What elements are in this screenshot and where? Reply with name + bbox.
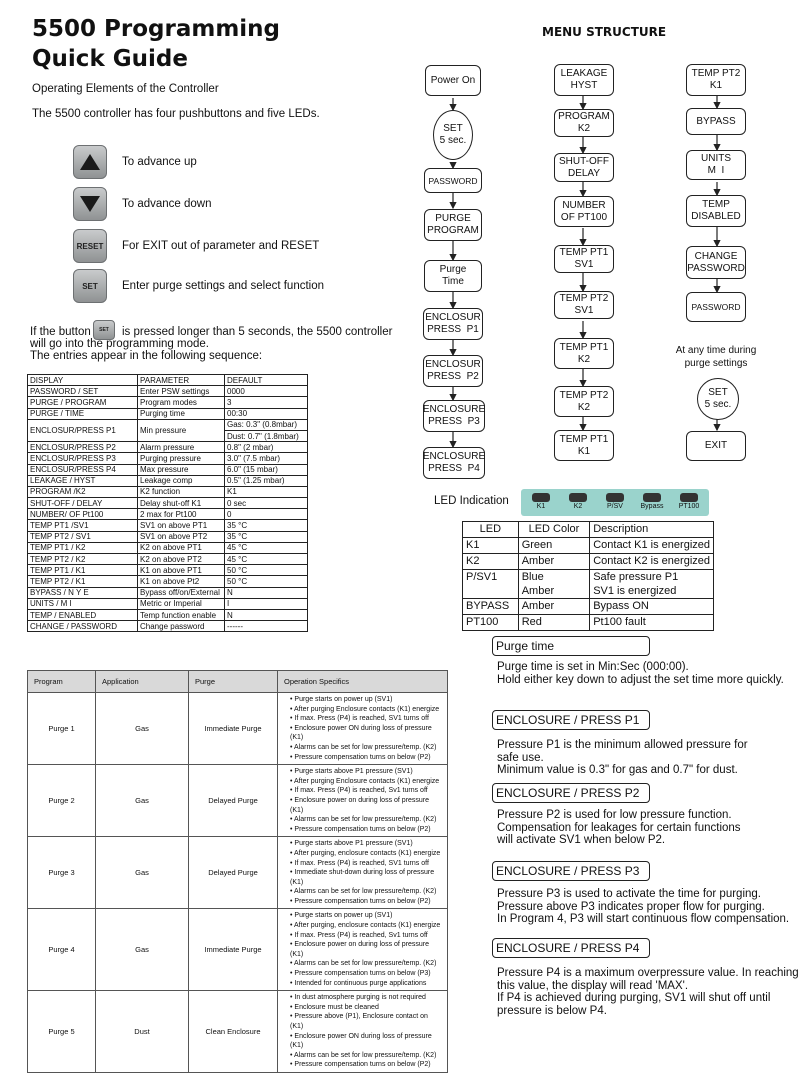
table-row bbox=[28, 609, 308, 620]
table-cell: 45 °C bbox=[225, 554, 308, 565]
reset-icon bbox=[73, 229, 107, 263]
program-purge: Delayed Purge bbox=[189, 837, 278, 909]
table-cell: ENCLOSUR/PRESS P4 bbox=[28, 464, 138, 475]
list-item: • Pressure compensation turns on below (P2) bbox=[290, 825, 443, 835]
table-header-cell: LED Color bbox=[518, 522, 590, 538]
set-icon-small bbox=[93, 320, 115, 340]
table-cell: K2 bbox=[463, 554, 519, 570]
table-cell: 45 °C bbox=[225, 542, 308, 553]
led-indicator bbox=[563, 493, 593, 510]
program-name: Purge 3 bbox=[28, 837, 96, 909]
table-row bbox=[28, 542, 308, 553]
section-text: If P4 is achieved during purging, SV1 will shut off until bbox=[497, 992, 771, 1004]
table-cell: 6.0" (15 mbar) bbox=[225, 464, 308, 475]
menu-node: Purge Time bbox=[424, 260, 482, 292]
table-cell: ENCLOSUR/PRESS P2 bbox=[28, 442, 138, 453]
specs-list bbox=[282, 839, 443, 906]
table-cell: TEMP PT2 / K2 bbox=[28, 554, 138, 565]
led-icon bbox=[569, 493, 587, 502]
menu-node: ENCLOSURE PRESS P3 bbox=[423, 400, 485, 432]
section-text: Minimum value is 0.3" for gas and 0.7" for dust. bbox=[497, 764, 738, 776]
menu-node: EXIT bbox=[686, 431, 746, 461]
led-strip bbox=[521, 489, 709, 516]
program-purge: Immediate Purge bbox=[189, 909, 278, 991]
section-title: ENCLOSURE / PRESS P4 bbox=[492, 938, 650, 958]
table-row bbox=[28, 576, 308, 587]
program-name: Purge 5 bbox=[28, 991, 96, 1073]
menu-node: UNITS M I bbox=[686, 150, 746, 180]
led-heading: LED Indication bbox=[434, 495, 509, 507]
led-indicator bbox=[674, 493, 704, 510]
menu-node: PURGE PROGRAM bbox=[424, 209, 482, 241]
table-cell: Program modes bbox=[138, 397, 225, 408]
table-row bbox=[463, 615, 714, 631]
list-item: • If max. Press (P4) is reached, Sv1 turns off bbox=[290, 786, 443, 796]
table-header-cell: LED bbox=[463, 522, 519, 538]
table-cell: Enter PSW settings bbox=[138, 386, 225, 397]
list-item: • After purging, enclosure contacts (K1) energize bbox=[290, 849, 443, 859]
list-item: • Enclosure power on during loss of pressure (K1) bbox=[290, 796, 443, 815]
table-cell: K1 bbox=[225, 486, 308, 497]
menu-node: CHANGE PASSWORD bbox=[686, 246, 746, 279]
table-cell: Dust: 0.7" (1.8mbar) bbox=[225, 430, 308, 441]
list-item: • Pressure compensation turns on below (P2) bbox=[290, 897, 443, 907]
led-icon bbox=[680, 493, 698, 502]
table-cell: TEMP PT1 / K2 bbox=[28, 542, 138, 553]
table-row bbox=[28, 598, 308, 609]
section-title: Purge time bbox=[492, 636, 650, 656]
program-table bbox=[27, 670, 448, 1073]
note-text-b: is pressed longer than 5 seconds, the 5500 controller bbox=[122, 326, 393, 338]
list-item: • Pressure compensation turns on below (P2) bbox=[290, 753, 443, 763]
section-title: ENCLOSURE / PRESS P1 bbox=[492, 710, 650, 730]
menu-node: BYPASS bbox=[686, 108, 746, 135]
led-label: K1 bbox=[536, 503, 546, 510]
table-header-row bbox=[28, 671, 448, 693]
table-cell: K2 on above PT2 bbox=[138, 554, 225, 565]
section-text: Pressure P4 is a maximum overpressure value. In reaching bbox=[497, 967, 799, 979]
table-cell: K2 function bbox=[138, 486, 225, 497]
table-cell: Bypass off/on/External bbox=[138, 587, 225, 598]
list-item: • After purging Enclosure contacts (K1) energize bbox=[290, 705, 443, 715]
specs-list bbox=[282, 993, 443, 1070]
menu-node: TEMP PT2 SV1 bbox=[554, 291, 614, 319]
table-cell: Purging pressure bbox=[138, 453, 225, 464]
menu-node: PASSWORD bbox=[424, 168, 482, 193]
intro-heading: Operating Elements of the Controller bbox=[32, 83, 219, 95]
menu-node: TEMP PT1 SV1 bbox=[554, 245, 614, 273]
section-text: Pressure P1 is the minimum allowed pressure for bbox=[497, 739, 748, 751]
table-cell: K1 on above PT1 bbox=[138, 565, 225, 576]
table-cell: TEMP / ENABLED bbox=[28, 609, 138, 620]
title-line-2: Quick Guide bbox=[32, 46, 188, 72]
table-row bbox=[28, 453, 308, 464]
led-icon bbox=[532, 493, 550, 502]
table-header-cell: DEFAULT bbox=[225, 375, 308, 386]
section-text: Pressure above P3 indicates proper flow for purging. bbox=[497, 900, 765, 913]
menu-node: ENCLOSURE PRESS P4 bbox=[423, 447, 485, 479]
table-cell: Leakage comp bbox=[138, 475, 225, 486]
table-row bbox=[28, 909, 448, 991]
table-cell: 35 °C bbox=[225, 520, 308, 531]
program-name: Purge 1 bbox=[28, 693, 96, 765]
table-cell: TEMP PT1 / K1 bbox=[28, 565, 138, 576]
program-application: Dust bbox=[96, 991, 189, 1073]
table-cell: 0 sec bbox=[225, 498, 308, 509]
set-icon bbox=[73, 269, 107, 303]
led-icon bbox=[606, 493, 624, 502]
list-item: • Immediate shut-down during loss of pressure (K1) bbox=[290, 868, 443, 887]
table-cell: Safe pressure P1 SV1 is energized bbox=[590, 570, 714, 599]
table-cell: 0 bbox=[225, 509, 308, 520]
led-label: P/SV bbox=[607, 503, 623, 510]
table-cell: UNITS / M I bbox=[28, 598, 138, 609]
program-purge: Immediate Purge bbox=[189, 693, 278, 765]
list-item: • After purging Enclosure contacts (K1) energize bbox=[290, 777, 443, 787]
table-row bbox=[28, 397, 308, 408]
table-cell: CHANGE / PASSWORD bbox=[28, 621, 138, 632]
intro-line: The 5500 controller has four pushbuttons and five LEDs. bbox=[32, 108, 320, 120]
table-cell: Change password bbox=[138, 621, 225, 632]
table-header-cell: Purge bbox=[189, 671, 278, 693]
table-row bbox=[28, 991, 448, 1073]
list-item: • Enclosure power on during loss of pressure (K1) bbox=[290, 940, 443, 959]
table-cell: Bypass ON bbox=[590, 599, 714, 615]
table-row bbox=[28, 498, 308, 509]
led-label: PT100 bbox=[678, 503, 700, 510]
program-application: Gas bbox=[96, 765, 189, 837]
table-row bbox=[28, 587, 308, 598]
table-cell: Green bbox=[518, 538, 590, 554]
section-title: ENCLOSURE / PRESS P3 bbox=[492, 861, 650, 881]
table-cell: 50 °C bbox=[225, 576, 308, 587]
table-cell: 2 max for Pt100 bbox=[138, 509, 225, 520]
specs-list bbox=[282, 911, 443, 988]
menu-node: LEAKAGE HYST bbox=[554, 64, 614, 96]
table-cell: PURGE / TIME bbox=[28, 408, 138, 419]
note-text-a: If the button bbox=[30, 326, 91, 338]
table-header-cell: Application bbox=[96, 671, 189, 693]
table-cell: 0.5" (1.25 mbar) bbox=[225, 475, 308, 486]
table-cell: 00:30 bbox=[225, 408, 308, 419]
table-cell: N bbox=[225, 609, 308, 620]
table-cell: BYPASS bbox=[463, 599, 519, 615]
table-row bbox=[463, 554, 714, 570]
down-arrow-icon bbox=[73, 187, 107, 221]
section-text: pressure is below P4. bbox=[497, 1004, 607, 1017]
menu-node: SET 5 sec. bbox=[433, 110, 473, 160]
list-item: • Pressure above (P1), Enclosure contact on (K1) bbox=[290, 1012, 443, 1031]
table-cell: BYPASS / N Y E bbox=[28, 587, 138, 598]
program-application: Gas bbox=[96, 837, 189, 909]
program-specs bbox=[278, 693, 448, 765]
table-row bbox=[28, 554, 308, 565]
program-specs bbox=[278, 991, 448, 1073]
led-indicator bbox=[526, 493, 556, 510]
table-cell: K1 on above Pt2 bbox=[138, 576, 225, 587]
list-item: • After purging, enclosure contacts (K1) energize bbox=[290, 921, 443, 931]
table-cell: PASSWORD / SET bbox=[28, 386, 138, 397]
table-cell: Delay shut-off K1 bbox=[138, 498, 225, 509]
table-row bbox=[28, 486, 308, 497]
table-row bbox=[28, 520, 308, 531]
menu-node: PASSWORD bbox=[686, 292, 746, 322]
section-title: ENCLOSURE / PRESS P2 bbox=[492, 783, 650, 803]
table-row bbox=[463, 538, 714, 554]
parameter-table bbox=[27, 374, 308, 632]
list-item: • Purge starts above P1 pressure (SV1) bbox=[290, 839, 443, 849]
list-item: • Alarms can be set for low pressure/temp. (K2) bbox=[290, 1051, 443, 1061]
program-application: Gas bbox=[96, 693, 189, 765]
table-header-cell: Program bbox=[28, 671, 96, 693]
table-header-cell: Operation Specifics bbox=[278, 671, 448, 693]
led-indicator bbox=[600, 493, 630, 510]
list-item: • Purge starts on power up (SV1) bbox=[290, 911, 443, 921]
table-header-cell: Description bbox=[590, 522, 714, 538]
table-row bbox=[28, 442, 308, 453]
table-cell: Metric or Imperial bbox=[138, 598, 225, 609]
list-item: • In dust atmosphere purging is not required bbox=[290, 993, 443, 1003]
table-cell: Contact K2 is energized bbox=[590, 554, 714, 570]
table-row bbox=[28, 408, 308, 419]
section-text: Hold either key down to adjust the set time more quickly. bbox=[497, 673, 784, 686]
table-cell: PURGE / PROGRAM bbox=[28, 397, 138, 408]
program-name: Purge 2 bbox=[28, 765, 96, 837]
table-cell: 0000 bbox=[225, 386, 308, 397]
table-cell: K1 bbox=[463, 538, 519, 554]
table-row bbox=[28, 509, 308, 520]
program-specs bbox=[278, 909, 448, 991]
table-header-cell: PARAMETER bbox=[138, 375, 225, 386]
menu-node: TEMP PT1 K2 bbox=[554, 338, 614, 369]
menu-node: TEMP PT1 K1 bbox=[554, 430, 614, 461]
section-text: safe use. bbox=[497, 751, 544, 764]
list-item: • If max. Press (P4) is reached, SV1 turns off bbox=[290, 859, 443, 869]
section-text: Pressure P3 is used to activate the time for purging. bbox=[497, 888, 761, 900]
button-desc-down: To advance down bbox=[122, 198, 212, 210]
reset-label: RESET bbox=[76, 241, 104, 251]
table-cell: SV1 on above PT1 bbox=[138, 520, 225, 531]
table-cell: Alarm pressure bbox=[138, 442, 225, 453]
table-row bbox=[463, 599, 714, 615]
table-cell: 3 bbox=[225, 397, 308, 408]
table-cell: TEMP PT2 / K1 bbox=[28, 576, 138, 587]
list-item: • Alarms can be set for low pressure/temp. (K2) bbox=[290, 887, 443, 897]
led-indicator bbox=[637, 493, 667, 510]
table-cell: N bbox=[225, 587, 308, 598]
list-item: • If max. Press (P4) is reached, SV1 turns off bbox=[290, 714, 443, 724]
page-title bbox=[32, 14, 280, 74]
table-cell: Blue Amber bbox=[518, 570, 590, 599]
led-label: K2 bbox=[573, 503, 583, 510]
table-row bbox=[28, 386, 308, 397]
table-cell: 0.8" (2 mbar) bbox=[225, 442, 308, 453]
led-icon bbox=[643, 493, 661, 502]
button-desc-up: To advance up bbox=[122, 156, 197, 168]
section-text: Compensation for leakages for certain functions bbox=[497, 821, 741, 834]
set-small-label: SET bbox=[99, 327, 109, 333]
table-cell: P/SV1 bbox=[463, 570, 519, 599]
list-item: • Enclosure power ON during loss of pressure (K1) bbox=[290, 1032, 443, 1051]
table-row bbox=[28, 693, 448, 765]
menu-node: ENCLOSUR PRESS P2 bbox=[423, 355, 483, 387]
table-cell: Purging time bbox=[138, 408, 225, 419]
list-item: • Pressure compensation turns on below (P3) bbox=[290, 969, 443, 979]
note-text-d: The entries appear in the following sequence: bbox=[30, 350, 263, 362]
table-row bbox=[28, 531, 308, 542]
section-text: Purge time is set in Min:Sec (000:00). bbox=[497, 661, 689, 673]
table-cell: Amber bbox=[518, 554, 590, 570]
table-row bbox=[28, 419, 308, 430]
section-text: will activate SV1 when below P2. bbox=[497, 834, 666, 846]
menu-node: TEMP PT2 K2 bbox=[554, 386, 614, 417]
button-desc-set: Enter purge settings and select function bbox=[122, 280, 325, 292]
list-item: • If max. Press (P4) is reached, Sv1 turns off bbox=[290, 931, 443, 941]
title-line-1: 5500 Programming bbox=[32, 16, 281, 42]
menu-node: TEMP DISABLED bbox=[686, 195, 746, 227]
program-purge: Delayed Purge bbox=[189, 765, 278, 837]
list-item: • Alarms can be set for low pressure/temp. (K2) bbox=[290, 743, 443, 753]
table-cell: Amber bbox=[518, 599, 590, 615]
set-label: SET bbox=[82, 281, 98, 291]
table-cell: Pt100 fault bbox=[590, 615, 714, 631]
list-item: • Alarms can be set for low pressure/temp. (K2) bbox=[290, 815, 443, 825]
table-cell: Min pressure bbox=[138, 419, 225, 441]
table-cell: TEMP PT1 /SV1 bbox=[28, 520, 138, 531]
table-cell: 3.0" (7.5 mbar) bbox=[225, 453, 308, 464]
table-cell: Gas: 0.3" (0.8mbar) bbox=[225, 419, 308, 430]
table-row bbox=[463, 570, 714, 599]
table-cell: 50 °C bbox=[225, 565, 308, 576]
menu-node: NUMBER OF PT100 bbox=[554, 196, 614, 227]
list-item: • Alarms can be set for low pressure/temp. (K2) bbox=[290, 959, 443, 969]
specs-list bbox=[282, 695, 443, 762]
table-cell: I bbox=[225, 598, 308, 609]
list-item: • Intended for continuous purge applications bbox=[290, 979, 443, 989]
program-application: Gas bbox=[96, 909, 189, 991]
program-specs bbox=[278, 837, 448, 909]
list-item: • Enclosure must be cleaned bbox=[290, 1003, 443, 1013]
table-row bbox=[28, 464, 308, 475]
list-item: • Purge starts on power up (SV1) bbox=[290, 695, 443, 705]
menu-node: SET 5 sec. bbox=[697, 378, 739, 420]
table-cell: Contact K1 is energized bbox=[590, 538, 714, 554]
led-label: Bypass bbox=[640, 503, 664, 510]
table-row bbox=[28, 837, 448, 909]
table-header-cell: DISPLAY bbox=[28, 375, 138, 386]
menu-node: Power On bbox=[425, 65, 481, 96]
table-cell: 35 °C bbox=[225, 531, 308, 542]
table-cell: Red bbox=[518, 615, 590, 631]
table-cell: PT100 bbox=[463, 615, 519, 631]
list-item: • Enclosure power ON during loss of pressure (K1) bbox=[290, 724, 443, 743]
specs-list bbox=[282, 767, 443, 834]
table-cell: ENCLOSUR/PRESS P1 bbox=[28, 419, 138, 441]
table-cell: ENCLOSUR/PRESS P3 bbox=[28, 453, 138, 464]
button-desc-reset: For EXIT out of parameter and RESET bbox=[122, 240, 320, 252]
table-row bbox=[28, 565, 308, 576]
program-specs bbox=[278, 765, 448, 837]
menu-node: TEMP PT2 K1 bbox=[686, 64, 746, 96]
program-name: Purge 4 bbox=[28, 909, 96, 991]
menu-node: SHUT-OFF DELAY bbox=[554, 153, 614, 182]
list-item: • Purge starts above P1 pressure (SV1) bbox=[290, 767, 443, 777]
section-text: this value, the display will read 'MAX'. bbox=[497, 979, 689, 992]
section-text: Pressure P2 is used for low pressure function. bbox=[497, 809, 732, 821]
table-header-row bbox=[463, 522, 714, 538]
menu-node: PROGRAM K2 bbox=[554, 109, 614, 137]
menu-node: At any time during purge settings bbox=[675, 345, 757, 369]
table-cell: Max pressure bbox=[138, 464, 225, 475]
table-row bbox=[28, 621, 308, 632]
table-row bbox=[28, 765, 448, 837]
table-cell: TEMP PT2 / SV1 bbox=[28, 531, 138, 542]
menu-structure-title: MENU STRUCTURE bbox=[542, 25, 667, 39]
table-row bbox=[28, 475, 308, 486]
table-cell: K2 on above PT1 bbox=[138, 542, 225, 553]
table-cell: SV1 on above PT2 bbox=[138, 531, 225, 542]
list-item: • Pressure compensation turns on below (P2) bbox=[290, 1060, 443, 1070]
note-text-c: will go into the programming mode. bbox=[30, 338, 209, 350]
section-text: In Program 4, P3 will start continuous flow compensation. bbox=[497, 913, 790, 925]
led-table bbox=[462, 521, 714, 631]
menu-node: ENCLOSUR PRESS P1 bbox=[423, 308, 483, 340]
table-cell: Temp function enable bbox=[138, 609, 225, 620]
table-header-row bbox=[28, 375, 308, 386]
table-cell: SHUT-OFF / DELAY bbox=[28, 498, 138, 509]
table-cell: LEAKAGE / HYST bbox=[28, 475, 138, 486]
up-arrow-icon bbox=[73, 145, 107, 179]
table-cell: ------ bbox=[225, 621, 308, 632]
table-cell: NUMBER/ OF Pt100 bbox=[28, 509, 138, 520]
table-cell: PROGRAM /K2 bbox=[28, 486, 138, 497]
program-purge: Clean Enclosure bbox=[189, 991, 278, 1073]
